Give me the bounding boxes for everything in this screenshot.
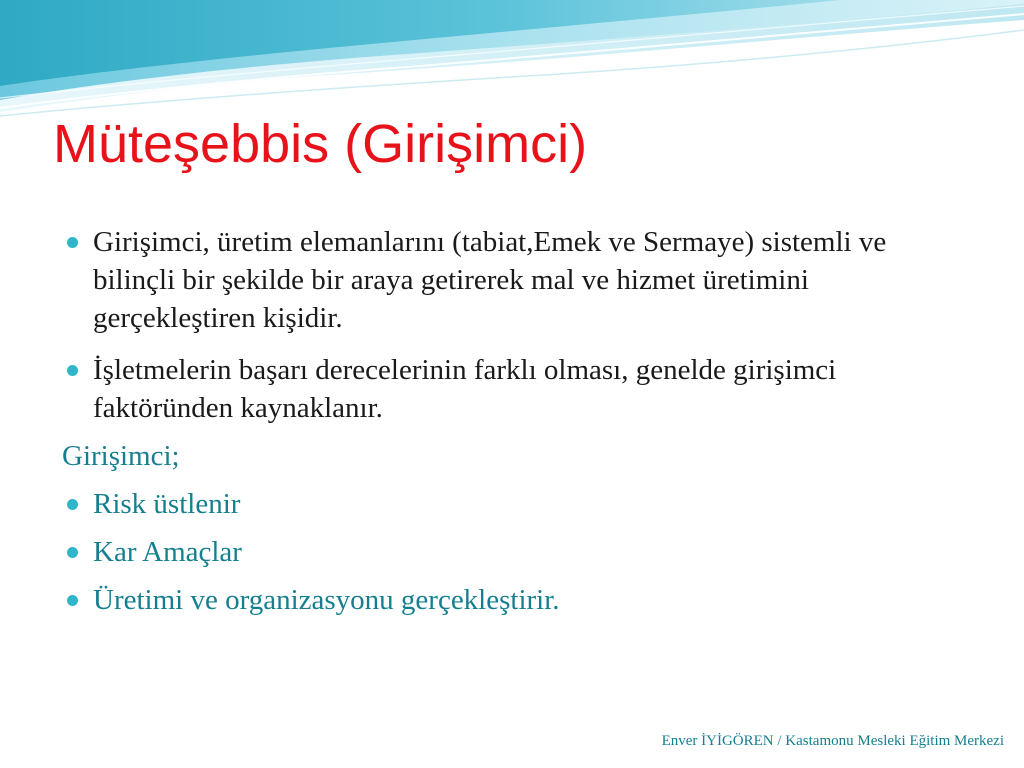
bullet-icon (67, 547, 78, 558)
bullet-text: Girişimci, üretim elemanlarını (tabiat,Emek ve Sermaye) sistemli ve bilinçli bir şekilde bir araya getirerek mal ve hizmet üretimini gerçekleştiren kişidir. (93, 226, 887, 334)
bullet-item (62, 351, 962, 427)
bullet-icon (67, 595, 78, 606)
slide-content (62, 223, 962, 619)
bullet-icon (67, 365, 78, 376)
sub-bullet-item (62, 533, 962, 571)
bullet-icon (67, 499, 78, 510)
slide-footer: Enver İYİGÖREN / Kastamonu Mesleki Eğitim Merkezi (661, 733, 1004, 749)
bullet-item (62, 223, 962, 337)
bullet-text: Kar Amaçlar (93, 536, 242, 568)
bullet-text: Risk üstlenir (93, 488, 241, 520)
bullet-text: Üretimi ve organizasyonu gerçekleştirir. (93, 584, 560, 616)
subheading: Girişimci; (62, 440, 180, 472)
bullet-icon (67, 237, 78, 248)
sub-bullet-item (62, 581, 962, 619)
bullet-text: İşletmelerin başarı derecelerinin farklı olması, genelde girişimci faktöründen kaynaklanır. (93, 354, 837, 424)
sub-bullet-item (62, 485, 962, 523)
slide-title: Müteşebbis (Girişimci) (53, 114, 588, 174)
